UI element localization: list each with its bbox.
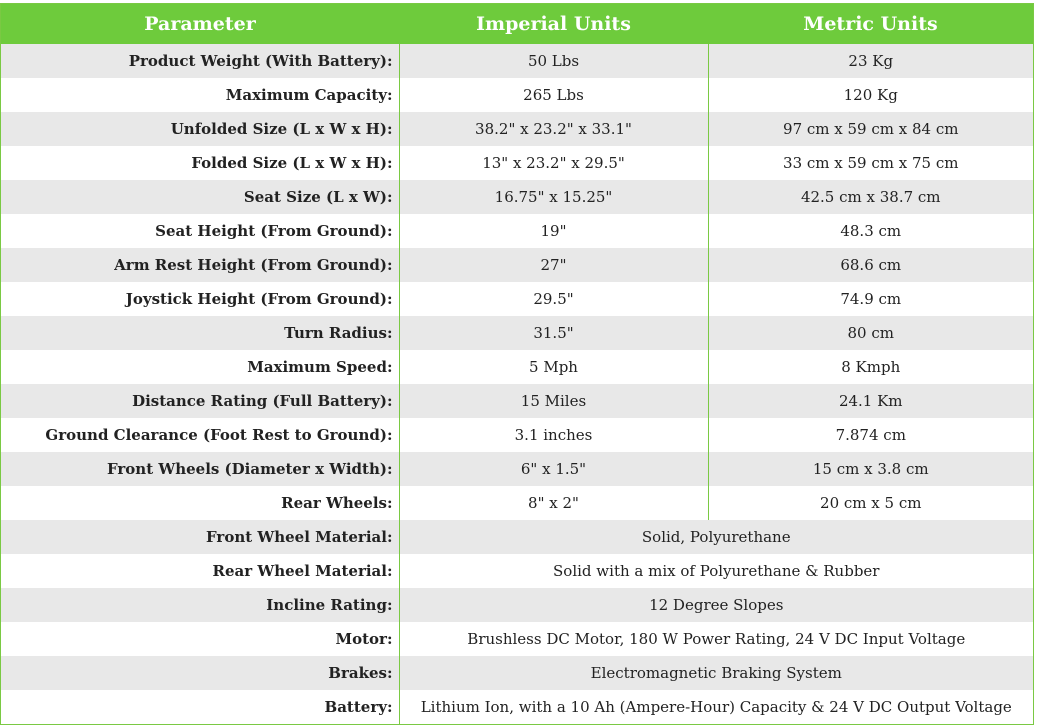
row-metric-value: 33 cm x 59 cm x 75 cm (708, 146, 1033, 180)
row-parameter-label: Rear Wheels: (1, 486, 399, 520)
spec-table (1, 4, 1033, 724)
row-imperial-value: 50 Lbs (399, 44, 708, 78)
row-parameter-label: Turn Radius: (1, 316, 399, 350)
row-parameter-label: Unfolded Size (L x W x H): (1, 112, 399, 146)
table-row (1, 554, 1033, 588)
row-parameter-label: Seat Size (L x W): (1, 180, 399, 214)
table-row (1, 44, 1033, 78)
row-metric-value: 23 Kg (708, 44, 1033, 78)
row-parameter-label: Arm Rest Height (From Ground): (1, 248, 399, 282)
header-metric-units: Metric Units (708, 4, 1033, 44)
table-row (1, 112, 1033, 146)
row-parameter-label: Incline Rating: (1, 588, 399, 622)
row-parameter-label: Maximum Speed: (1, 350, 399, 384)
row-metric-value: 24.1 Km (708, 384, 1033, 418)
row-metric-value: 8 Kmph (708, 350, 1033, 384)
table-row (1, 520, 1033, 554)
row-imperial-value: 5 Mph (399, 350, 708, 384)
row-metric-value: 48.3 cm (708, 214, 1033, 248)
table-row (1, 384, 1033, 418)
row-parameter-label: Motor: (1, 622, 399, 656)
header-parameter: Parameter (1, 4, 399, 44)
row-combined-value: 12 Degree Slopes (399, 588, 1033, 622)
row-parameter-label: Folded Size (L x W x H): (1, 146, 399, 180)
row-metric-value: 97 cm x 59 cm x 84 cm (708, 112, 1033, 146)
table-row (1, 146, 1033, 180)
row-imperial-value: 19" (399, 214, 708, 248)
row-metric-value: 74.9 cm (708, 282, 1033, 316)
table-row (1, 418, 1033, 452)
row-imperial-value: 15 Miles (399, 384, 708, 418)
row-metric-value: 7.874 cm (708, 418, 1033, 452)
row-combined-value: Solid with a mix of Polyurethane & Rubber (399, 554, 1033, 588)
row-parameter-label: Distance Rating (Full Battery): (1, 384, 399, 418)
row-parameter-label: Brakes: (1, 656, 399, 690)
row-parameter-label: Rear Wheel Material: (1, 554, 399, 588)
row-combined-value: Lithium Ion, with a 10 Ah (Ampere-Hour) Capacity & 24 V DC Output Voltage (399, 690, 1033, 724)
table-row (1, 78, 1033, 112)
row-metric-value: 68.6 cm (708, 248, 1033, 282)
row-parameter-label: Front Wheels (Diameter x Width): (1, 452, 399, 486)
row-combined-value: Electromagnetic Braking System (399, 656, 1033, 690)
spec-table-container (0, 3, 1034, 725)
table-row (1, 656, 1033, 690)
row-imperial-value: 27" (399, 248, 708, 282)
row-imperial-value: 31.5" (399, 316, 708, 350)
table-header (1, 4, 1033, 44)
table-row (1, 588, 1033, 622)
row-combined-value: Brushless DC Motor, 180 W Power Rating, 24 V DC Input Voltage (399, 622, 1033, 656)
row-metric-value: 15 cm x 3.8 cm (708, 452, 1033, 486)
row-parameter-label: Ground Clearance (Foot Rest to Ground): (1, 418, 399, 452)
table-row (1, 180, 1033, 214)
row-parameter-label: Battery: (1, 690, 399, 724)
table-row (1, 214, 1033, 248)
row-parameter-label: Front Wheel Material: (1, 520, 399, 554)
header-imperial-units: Imperial Units (399, 4, 708, 44)
row-parameter-label: Maximum Capacity: (1, 78, 399, 112)
table-row (1, 350, 1033, 384)
row-metric-value: 120 Kg (708, 78, 1033, 112)
table-body (1, 44, 1033, 724)
row-parameter-label: Product Weight (With Battery): (1, 44, 399, 78)
row-imperial-value: 13" x 23.2" x 29.5" (399, 146, 708, 180)
row-metric-value: 42.5 cm x 38.7 cm (708, 180, 1033, 214)
table-row (1, 316, 1033, 350)
table-row (1, 282, 1033, 316)
table-row (1, 690, 1033, 724)
row-metric-value: 20 cm x 5 cm (708, 486, 1033, 520)
table-row (1, 248, 1033, 282)
row-imperial-value: 265 Lbs (399, 78, 708, 112)
row-imperial-value: 16.75" x 15.25" (399, 180, 708, 214)
row-combined-value: Solid, Polyurethane (399, 520, 1033, 554)
table-row (1, 486, 1033, 520)
row-imperial-value: 8" x 2" (399, 486, 708, 520)
row-imperial-value: 6" x 1.5" (399, 452, 708, 486)
row-parameter-label: Seat Height (From Ground): (1, 214, 399, 248)
table-row (1, 452, 1033, 486)
row-imperial-value: 38.2" x 23.2" x 33.1" (399, 112, 708, 146)
row-imperial-value: 3.1 inches (399, 418, 708, 452)
row-imperial-value: 29.5" (399, 282, 708, 316)
row-metric-value: 80 cm (708, 316, 1033, 350)
table-row (1, 622, 1033, 656)
row-parameter-label: Joystick Height (From Ground): (1, 282, 399, 316)
header-row (1, 4, 1033, 44)
